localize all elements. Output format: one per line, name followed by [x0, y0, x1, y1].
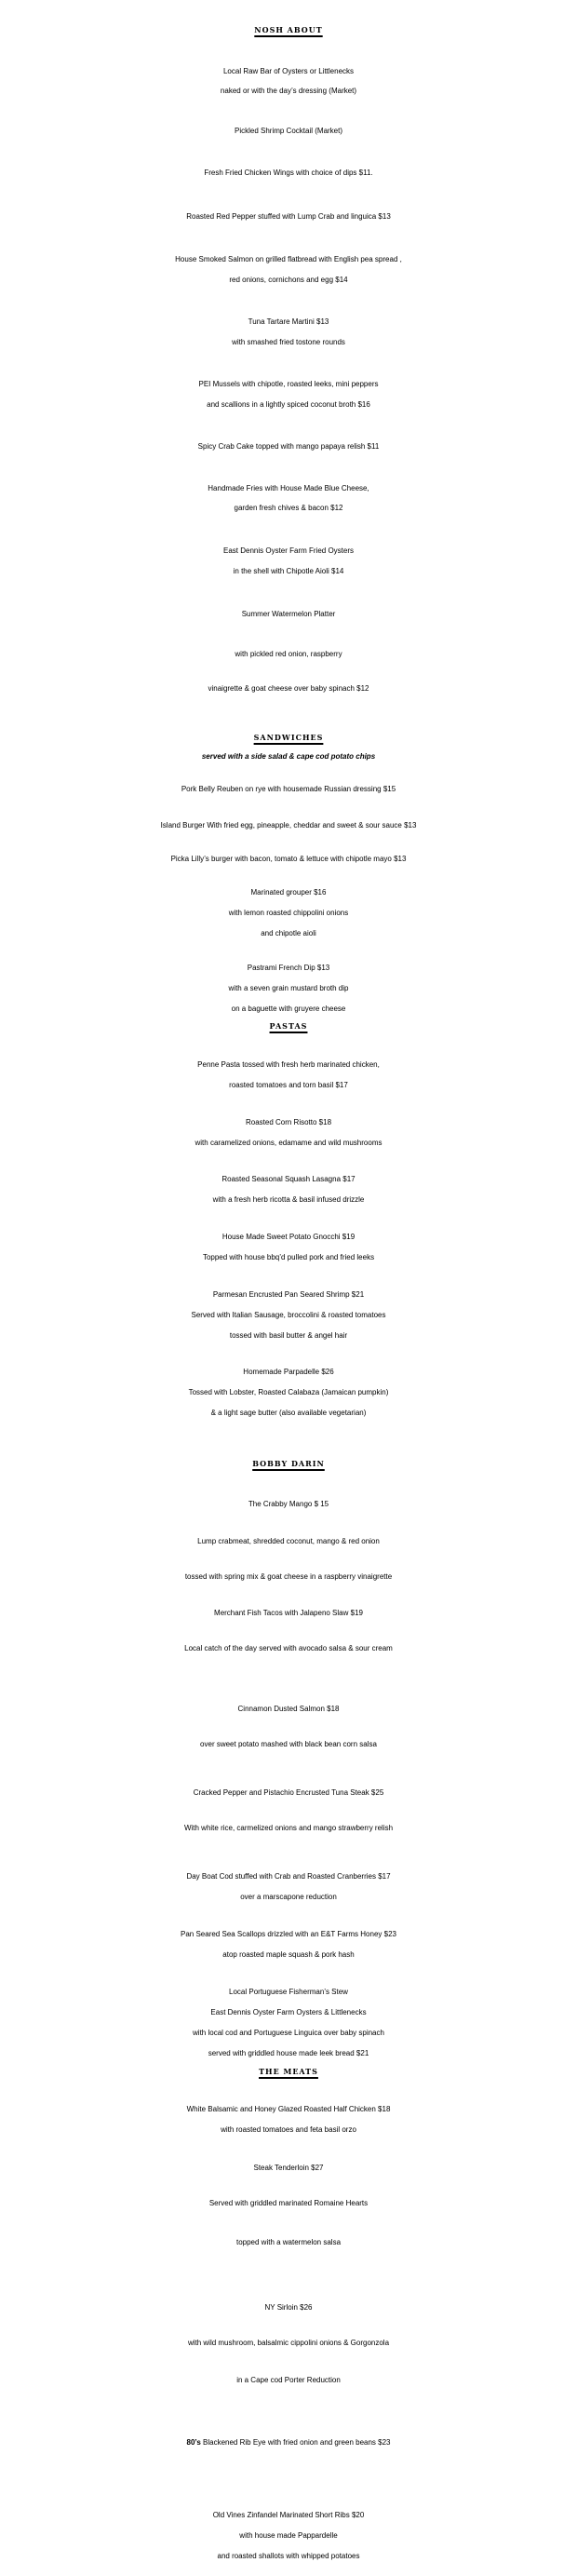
section-subtitle-sandwiches: served with a side salad & cape cod potato chips [201, 752, 376, 761]
menu-line: Pickled Shrimp Cocktail (Market) [234, 127, 343, 135]
menu-line: with lemon roasted chippolini onions [228, 909, 349, 917]
menu-line: in a Cape cod Porter Reduction [236, 2376, 341, 2384]
menu-line: with local cod and Portuguese Linguica over baby spinach [193, 2029, 384, 2037]
menu-line: Homemade Parpadelle $26 [243, 1368, 334, 1376]
menu-line: The Crabby Mango $ 15 [248, 1500, 329, 1508]
menu-line: naked or with the day’s dressing (Market) [220, 87, 357, 95]
menu-line: Parmesan Encrusted Pan Seared Shrimp $21 [212, 1290, 365, 1299]
menu-line: Served with Italian Sausage, broccolini & roasted tomatoes [191, 1311, 386, 1319]
menu-line: and chipotle aioli [261, 929, 316, 937]
menu-line: Cracked Pepper and Pistachio Encrusted Tuna Steak $25 [193, 1788, 384, 1797]
menu-line: Handmade Fries with House Made Blue Cheese, [208, 484, 369, 492]
menu-line: with a fresh herb ricotta & basil infused drizzle [212, 1195, 365, 1204]
menu-line: East Dennis Oyster Farm Oysters & Littlenecks [210, 2008, 367, 2016]
menu-line: with a seven grain mustard broth dip [228, 984, 349, 992]
menu-line: Local catch of the day served with avocado salsa & sour cream [184, 1644, 393, 1652]
menu-line: Old Vines Zinfandel Marinated Short Ribs $20 [212, 2511, 365, 2519]
menu-line: over sweet potato mashed with black bean corn salsa [200, 1740, 377, 1748]
menu-line: Roasted Corn Risotto $18 [245, 1118, 332, 1126]
menu-line: vinaigrette & goat cheese over baby spinach $12 [208, 684, 369, 693]
menu-line: with house made Pappardelle [239, 2531, 338, 2540]
menu-line: and roasted shallots with whipped potatoes [217, 2552, 360, 2560]
menu-line: Tossed with Lobster, Roasted Calabaza (Jamaican pumpkin) [188, 1388, 389, 1396]
rib-eye-text: Blackened Rib Eye with fried onion and green beans $23 [203, 2438, 391, 2447]
section-heading-bobby-darin: BOBBY DARIN [252, 1459, 325, 1468]
menu-line: & a light sage butter (also available vegetarian) [210, 1409, 367, 1417]
menu-line: Picka Lilly’s burger with bacon, tomato & lettuce with chipotle mayo $13 [170, 855, 407, 863]
menu-line: Local Raw Bar of Oysters or Littlenecks [222, 67, 355, 75]
menu-line: garden fresh chives & bacon $12 [234, 504, 343, 512]
section-heading-the-meats: THE MEATS [259, 2067, 318, 2076]
menu-line: tossed with basil butter & angel hair [229, 1331, 348, 1340]
section-heading-sandwiches: SANDWICHES [253, 733, 324, 742]
menu-line: Cinnamon Dusted Salmon $18 [237, 1705, 340, 1713]
menu-line: with smashed fried tostone rounds [232, 338, 345, 346]
menu-line: Fresh Fried Chicken Wings with choice of dips $11. [204, 169, 373, 177]
menu-line: Pastrami French Dip $13 [247, 964, 330, 972]
menu-line: with pickled red onion, raspberry [235, 650, 342, 658]
menu-line: over a marscapone reduction [240, 1893, 337, 1901]
menu-line: Penne Pasta tossed with fresh herb marinated chicken, [197, 1060, 380, 1069]
menu-line: With white rice, carmelized onions and mango strawberry relish [183, 1824, 394, 1832]
menu-line: on a baguette with gruyere cheese [231, 1005, 346, 1013]
menu-line: Island Burger With fried egg, pineapple, cheddar and sweet & sour sauce $13 [160, 821, 417, 829]
menu-line: Roasted Red Pepper stuffed with Lump Crab and linguica $13 [186, 212, 391, 221]
menu-line: tossed with spring mix & goat cheese in a raspberry vinaigrette [184, 1572, 393, 1581]
menu-line-rib-eye [0, 2433, 577, 2452]
menu-line: Roasted Seasonal Squash Lasagna $17 [221, 1175, 356, 1183]
menu-line: Spicy Crab Cake topped with mango papaya relish $11 [197, 442, 380, 451]
menu-line: Pork Belly Reuben on rye with housemade Russian dressing $15 [181, 785, 396, 793]
menu-line: PEI Mussels with chipotle, roasted leeks, mini peppers [198, 380, 379, 388]
menu-line: served with griddled house made leek bread $21 [208, 2049, 369, 2057]
menu-line: Marinated grouper $16 [250, 888, 327, 897]
menu-line: with caramelized onions, edamame and wild mushrooms [195, 1139, 382, 1147]
menu-line: Pan Seared Sea Scallops drizzled with an E&T Farms Honey $23 [181, 1930, 396, 1938]
menu-line: Day Boat Cod stuffed with Crab and Roasted Cranberries $17 [186, 1872, 391, 1881]
menu-line: with roasted tomatoes and feta basil orzo [221, 2125, 356, 2134]
eighties-label: 80’s [186, 2438, 201, 2447]
menu-line: Merchant Fish Tacos with Jalapeno Slaw $19 [214, 1609, 363, 1617]
menu-line: atop roasted maple squash & pork hash [222, 1950, 355, 1959]
menu-line: Steak Tenderloin $27 [253, 2164, 324, 2172]
menu-line: House Smoked Salmon on grilled flatbread with English pea spread , [175, 255, 402, 263]
section-heading-pastas: PASTAS [269, 1021, 308, 1031]
menu-line: Topped with house bbq’d pulled pork and fried leeks [202, 1253, 375, 1261]
menu-line: White Balsamic and Honey Glazed Roasted Half Chicken $18 [186, 2105, 391, 2113]
menu-line: Lump crabmeat, shredded coconut, mango & red onion [197, 1537, 380, 1545]
menu-line: Served with griddled marinated Romaine Hearts [208, 2199, 369, 2207]
menu-line: and scallions in a lightly spiced coconut broth $16 [207, 400, 370, 409]
menu-line: roasted tomatoes and torn basil $17 [229, 1081, 348, 1089]
menu-line: Local Portuguese Fisherman’s Stew [229, 1988, 348, 1996]
menu-line: East Dennis Oyster Farm Fried Oysters [222, 546, 355, 555]
menu-line: House Made Sweet Potato Gnocchi $19 [221, 1233, 356, 1241]
menu-line: in the shell with Chipotle Aioli $14 [233, 567, 344, 575]
menu-line: Tuna Tartare Martini $13 [248, 317, 329, 326]
menu-line: NY Sirloin $26 [264, 2303, 313, 2312]
menu-line: red onions, cornichons and egg $14 [229, 276, 348, 284]
menu-line: with wild mushroom, balsalmic cippolini onions & Gorgonzola [187, 2339, 390, 2347]
menu-line: topped with a watermelon salsa [235, 2238, 342, 2246]
section-heading-nosh-about: NOSH ABOUT [254, 25, 323, 34]
menu-line: Summer Watermelon Platter [241, 610, 336, 618]
